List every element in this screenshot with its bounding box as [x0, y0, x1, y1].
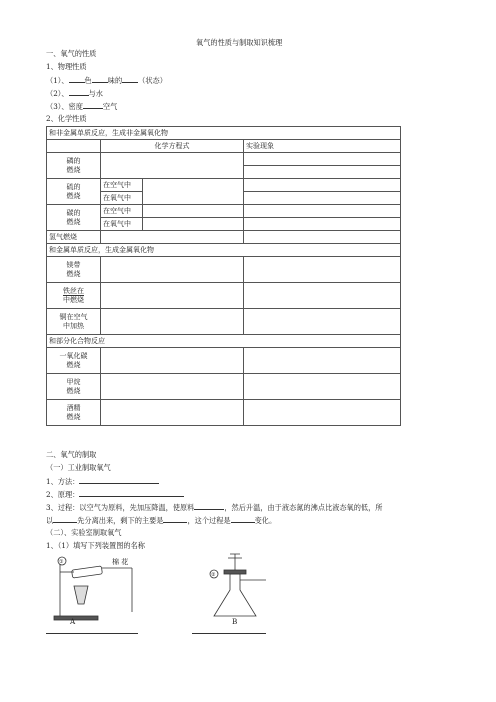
answer-cell[interactable] [244, 153, 401, 179]
blank[interactable] [163, 515, 187, 523]
row-label-sulfur: 硫的 燃烧 [47, 179, 101, 205]
blank[interactable] [79, 489, 184, 497]
blank[interactable] [79, 476, 159, 484]
answer-cell[interactable] [101, 348, 244, 374]
answer-cell[interactable] [143, 218, 244, 231]
answer-cell[interactable] [244, 218, 401, 231]
answer-cell[interactable] [244, 348, 401, 374]
mark-2: ② [211, 572, 216, 578]
row-label-phosphorus: 磷的 燃烧 [47, 153, 101, 179]
group-metal-heading: 和金属单质反应，生成金属氧化物 [47, 244, 401, 257]
answer-cell[interactable] [101, 309, 244, 335]
blank[interactable] [53, 515, 77, 523]
row-label-iron: 铁丝在 中燃烧 [47, 283, 101, 309]
iron-stand-base [54, 616, 98, 620]
row-label-hydrogen: 氢气燃烧 [47, 231, 101, 244]
blank[interactable] [231, 515, 255, 523]
label-a: A [70, 617, 76, 626]
rubber-stopper [224, 570, 246, 574]
condition-in-oxygen: 在氧气中 [101, 218, 143, 231]
equation-column-header: 化学方程式 [101, 140, 244, 153]
process-line-1: 3、过程：以空气为原料，先加压降温，使原料 ，然后升温，由于液态氮的沸点比液态氧的低，所 [46, 503, 383, 512]
blank[interactable] [83, 101, 103, 109]
answer-cell[interactable] [244, 309, 401, 335]
physical-property-1: （1）、 色 味的 （状态） [46, 76, 167, 85]
condition-in-air: 在空气中 [101, 205, 143, 218]
answer-cell[interactable] [244, 179, 401, 192]
answer-cell[interactable] [244, 205, 401, 218]
blank[interactable] [69, 88, 89, 96]
alcohol-lamp [74, 586, 88, 604]
condition-in-oxygen: 在氧气中 [101, 192, 143, 205]
physical-property-3: （3）、密度 空气 [46, 102, 118, 111]
answer-cell[interactable] [244, 374, 401, 400]
lab-heading: （二）、实验室制取氧气 [46, 528, 122, 537]
answer-cell[interactable] [143, 205, 244, 218]
row-label-methane: 甲烷 燃烧 [47, 374, 101, 400]
test-tube [72, 566, 103, 578]
row-label-magnesium: 镁带 燃烧 [47, 257, 101, 283]
physical-property-2: （2）、 与水 [46, 89, 103, 98]
answer-cell[interactable] [143, 179, 244, 205]
row-label-carbon-monoxide: 一氧化碳 燃烧 [47, 348, 101, 374]
section-2-heading: 二、氧气的制取 [46, 450, 97, 459]
blank[interactable] [122, 75, 138, 83]
answer-line-a[interactable] [46, 633, 138, 634]
section-1-heading: 一、氧气的性质 [46, 49, 97, 58]
phenomenon-column-header: 实验现象 [244, 140, 401, 153]
physical-properties-heading: 1、物理性质 [46, 62, 87, 71]
group-compound-heading: 和部分化合物反应 [47, 335, 401, 348]
answer-cell[interactable] [101, 231, 244, 244]
label-b: B [232, 617, 238, 626]
group-nonmetal-heading: 和非金属单质反应，生成非金属氧化物 [47, 127, 401, 140]
row-label-alcohol: 酒精 燃烧 [47, 400, 101, 426]
industrial-heading: （一）工业制取氧气 [46, 463, 111, 472]
answer-cell[interactable] [101, 374, 244, 400]
row-label-carbon: 碳的 燃烧 [47, 205, 101, 231]
answer-cell[interactable] [101, 400, 244, 426]
mark-1: ① [59, 559, 64, 565]
row-label-copper: 铜在空气 中加热 [47, 309, 101, 335]
chemical-properties-table-body [46, 152, 401, 426]
answer-cell[interactable] [101, 283, 244, 309]
answer-cell[interactable] [244, 257, 401, 283]
answer-cell[interactable] [244, 400, 401, 426]
principle-line: 2、原理： [46, 489, 184, 499]
answer-cell[interactable] [244, 192, 401, 205]
chemical-properties-heading: 2、化学性质 [46, 114, 87, 123]
apparatus-b-diagram [200, 552, 270, 624]
answer-cell[interactable] [244, 283, 401, 309]
answer-line-b[interactable] [192, 633, 266, 634]
method-line: 1、方法： [46, 476, 159, 486]
process-line-2: 以 先分离出来，剩下的主要是 ，这个过程是 变化。 [46, 516, 277, 525]
apparatus-a-diagram [50, 552, 150, 624]
condition-in-air: 在空气中 [101, 179, 143, 192]
blank[interactable] [194, 502, 224, 510]
answer-cell[interactable] [101, 257, 244, 283]
blank[interactable] [92, 75, 108, 83]
question-1: 1、（1）填写下列装置图的名称 [46, 541, 145, 550]
answer-cell[interactable] [244, 231, 401, 244]
blank[interactable] [69, 75, 85, 83]
answer-cell[interactable] [101, 153, 244, 179]
page-title: 氧气的性质与制取知识梳理 [196, 38, 283, 47]
cotton-label: 棉 花 [112, 558, 129, 566]
